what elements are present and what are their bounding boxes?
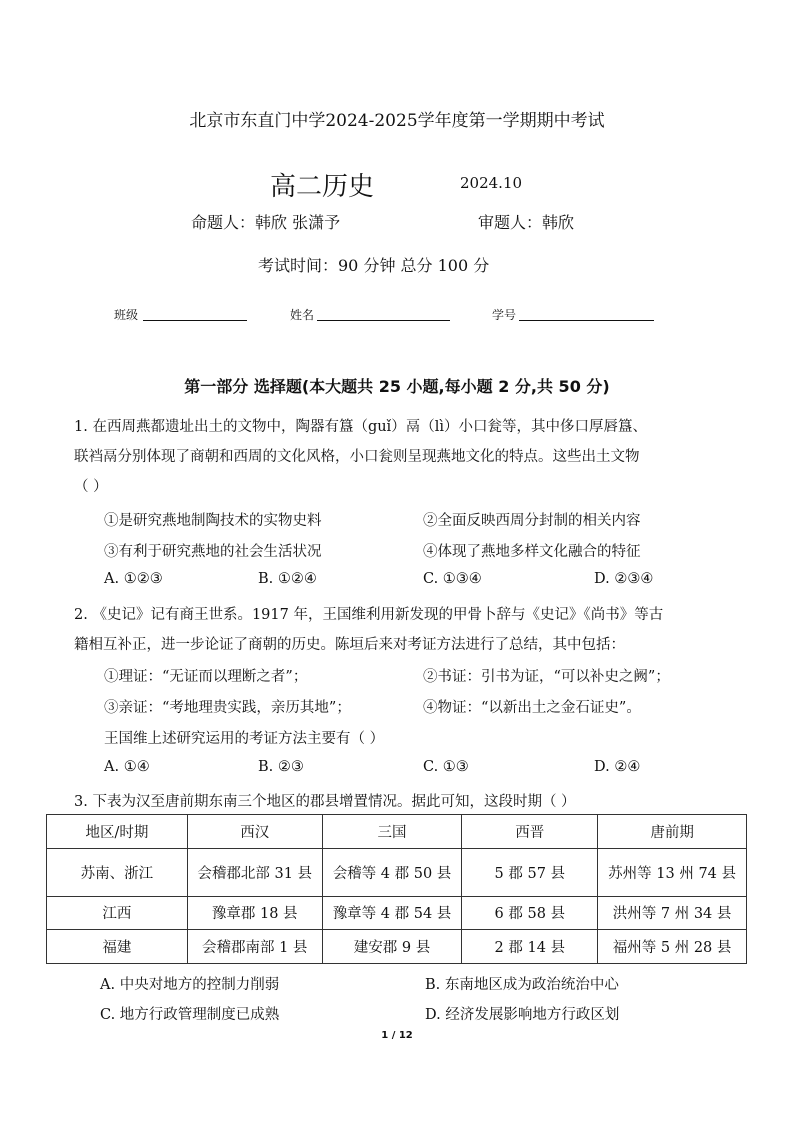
table-row <box>47 896 747 930</box>
number-field[interactable] <box>519 320 654 321</box>
q2-option-b[interactable]: B. ②③ <box>258 759 304 775</box>
class-field[interactable] <box>143 320 247 321</box>
table-cell: 豫章郡 18 县 <box>187 896 322 930</box>
q2-statement-1: ①理证：“无证而以理断之者”； <box>104 669 308 685</box>
table-row <box>47 930 747 964</box>
q2-option-c[interactable]: C. ①③ <box>423 759 469 775</box>
table-cell: 洪州等 7 州 34 县 <box>598 896 747 930</box>
table-cell: 苏州等 13 州 74 县 <box>598 848 747 896</box>
class-label: 班级 <box>114 308 139 322</box>
q2-stem-line2: 籍相互补正，进一步论证了商朝的历史。陈垣后来对考证方法进行了总结，其中包括： <box>74 637 625 653</box>
table-header-cell: 唐前期 <box>598 815 747 849</box>
table-header-cell: 三国 <box>322 815 462 849</box>
table-cell: 会稽郡南部 1 县 <box>187 930 322 964</box>
table-header-cell: 西汉 <box>187 815 322 849</box>
section-title: 第一部分 选择题(本大题共 25 小题,每小题 2 分,共 50 分) <box>184 377 610 396</box>
page-number: 1 / 12 <box>381 1030 413 1041</box>
table-header-row <box>47 815 747 849</box>
table-header-cell: 西晋 <box>462 815 598 849</box>
q2-statement-3: ③亲证：“考地理贵实践，亲历其地”； <box>104 700 351 716</box>
subject-title: 高二历史 <box>270 172 375 202</box>
name-label: 姓名 <box>290 308 315 322</box>
q3-option-c[interactable]: C. 地方行政管理制度已成熟 <box>100 1007 280 1023</box>
table-header-cell: 地区/时期 <box>47 815 188 849</box>
exam-info: 考试时间：90 分钟 总分 100 分 <box>258 256 490 275</box>
q1-option-d[interactable]: D. ②③④ <box>594 571 654 587</box>
table-cell: 6 郡 58 县 <box>462 896 598 930</box>
q3-option-d[interactable]: D. 经济发展影响地方行政区划 <box>425 1007 620 1023</box>
q1-statement-4: ④体现了燕地多样文化融合的特征 <box>423 544 641 560</box>
q1-option-c[interactable]: C. ①③④ <box>423 571 482 587</box>
proposer-line: 命题人：韩欣 张潇予 <box>191 213 341 232</box>
q2-statement-4: ④物证：“以新出土之金石证史”。 <box>423 700 641 716</box>
table-cell: 福建 <box>47 930 188 964</box>
q2-statement-2: ②书证：引书为证，“可以补史之阙”； <box>423 669 670 685</box>
table-cell: 会稽等 4 郡 50 县 <box>322 848 462 896</box>
q1-statement-1: ①是研究燕地制陶技术的实物史料 <box>104 513 322 529</box>
name-field[interactable] <box>317 320 450 321</box>
exam-date: 2024.10 <box>460 174 523 192</box>
q1-stem-line2: 联裆鬲分别体现了商朝和西周的文化风格，小口瓮则呈现燕地文化的特点。这些出土文物 <box>74 449 640 465</box>
q2-option-d[interactable]: D. ②④ <box>594 759 641 775</box>
q1-stem-line1: 1. 在西周燕都遗址出土的文物中，陶器有簋（guǐ）鬲（lì）小口瓮等，其中侈口厚唇簋、 <box>74 419 647 435</box>
table-cell: 豫章等 4 郡 54 县 <box>322 896 462 930</box>
q3-option-a[interactable]: A. 中央对地方的控制力削弱 <box>100 977 280 993</box>
q3-option-b[interactable]: B. 东南地区成为政治统治中心 <box>425 977 619 993</box>
reviewer-line: 审题人：韩欣 <box>478 213 575 232</box>
table-cell: 会稽郡北部 31 县 <box>187 848 322 896</box>
q2-question: 王国维上述研究运用的考证方法主要有（ ） <box>104 731 385 747</box>
table-cell: 5 郡 57 县 <box>462 848 598 896</box>
q3-stem: 3. 下表为汉至唐前期东南三个地区的郡县增置情况。据此可知，这段时期（ ） <box>74 794 576 810</box>
table-cell: 福州等 5 州 28 县 <box>598 930 747 964</box>
q1-option-b[interactable]: B. ①②④ <box>258 571 317 587</box>
q2-option-a[interactable]: A. ①④ <box>104 759 150 775</box>
table-cell: 苏南、浙江 <box>47 848 188 896</box>
q1-statement-2: ②全面反映西周分封制的相关内容 <box>423 513 641 529</box>
table-row <box>47 848 747 896</box>
school-title: 北京市东直门中学2024-2025学年度第一学期期中考试 <box>189 111 605 131</box>
table-cell: 建安郡 9 县 <box>322 930 462 964</box>
q1-option-a[interactable]: A. ①②③ <box>104 571 163 587</box>
q3-table <box>46 814 747 964</box>
number-label: 学号 <box>492 308 517 322</box>
table-cell: 2 郡 14 县 <box>462 930 598 964</box>
q1-stem-line3: （ ） <box>74 479 108 495</box>
table-cell: 江西 <box>47 896 188 930</box>
q2-stem-line1: 2. 《史记》记有商王世系。1917 年，王国维利用新发现的甲骨卜辞与《史记》《尚书》等古 <box>74 607 664 623</box>
q1-statement-3: ③有利于研究燕地的社会生活状况 <box>104 544 322 560</box>
